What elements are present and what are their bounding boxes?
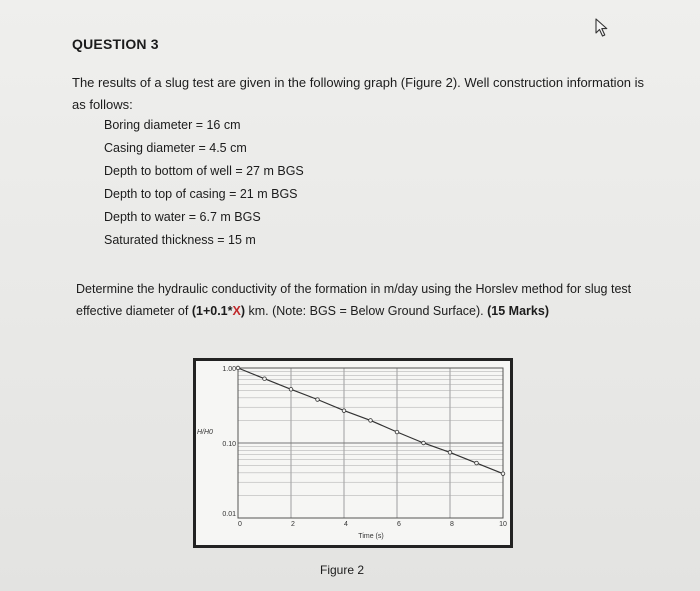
- data-point: [289, 387, 293, 391]
- spec-depth-water: Depth to water = 6.7 m BGS: [104, 210, 261, 224]
- spec-saturated-thickness: Saturated thickness = 15 m: [104, 233, 256, 247]
- data-point: [422, 441, 426, 445]
- data-point: [316, 398, 320, 402]
- data-point: [448, 451, 452, 455]
- task-formula: [192, 304, 245, 318]
- x-tick-label: 6: [397, 521, 401, 528]
- x-tick-label: 2: [291, 521, 295, 528]
- mouse-cursor-icon: [594, 18, 612, 38]
- x-tick-label: 4: [344, 521, 348, 528]
- data-point: [475, 461, 479, 465]
- spec-depth-bottom-well: Depth to bottom of well = 27 m BGS: [104, 164, 304, 178]
- y-tick-label-1: 1.00: [222, 366, 236, 373]
- data-point: [263, 377, 267, 381]
- task-formula-close: ): [240, 304, 245, 318]
- x-axis-label: Time (s): [358, 533, 384, 540]
- well-construction-list: [104, 114, 304, 252]
- y-tick-label-0-10: 0.10: [222, 441, 236, 448]
- data-point: [236, 366, 240, 370]
- figure-caption: Figure 2: [320, 563, 365, 577]
- question-task: [76, 278, 656, 322]
- task-marks: (15 Marks): [487, 304, 549, 318]
- x-tick-label: 10: [499, 521, 507, 528]
- spec-boring-diameter: Boring diameter = 16 cm: [104, 118, 241, 132]
- data-point: [501, 472, 505, 476]
- y-axis-label: H/H0: [197, 429, 213, 436]
- task-formula-x: X: [232, 304, 241, 318]
- data-point: [369, 419, 373, 423]
- task-formula-open: (1+0.1*: [191, 304, 233, 318]
- y-tick-label-0-01: 0.01: [222, 511, 236, 518]
- slug-test-chart: [193, 358, 513, 548]
- chart-svg: [193, 358, 513, 548]
- chart-grid: [238, 368, 503, 518]
- task-text: Determine the hydraulic conductivity of the formation in m/day using the Horslev method for slug test effective diameter of: [76, 282, 632, 318]
- question-title: QUESTION 3: [72, 36, 159, 52]
- task-text-2: km. (Note: BGS = Below Ground Surface).: [248, 304, 484, 318]
- data-point: [342, 409, 346, 413]
- question-intro: The results of a slug test are given in the following graph (Figure 2). Well construction information is as follows:: [72, 75, 645, 112]
- x-tick-label: 8: [450, 521, 454, 528]
- data-point: [395, 430, 399, 434]
- x-tick-label: 0: [238, 521, 242, 528]
- spec-depth-top-casing: Depth to top of casing = 21 m BGS: [104, 187, 298, 201]
- spec-casing-diameter: Casing diameter = 4.5 cm: [104, 141, 247, 155]
